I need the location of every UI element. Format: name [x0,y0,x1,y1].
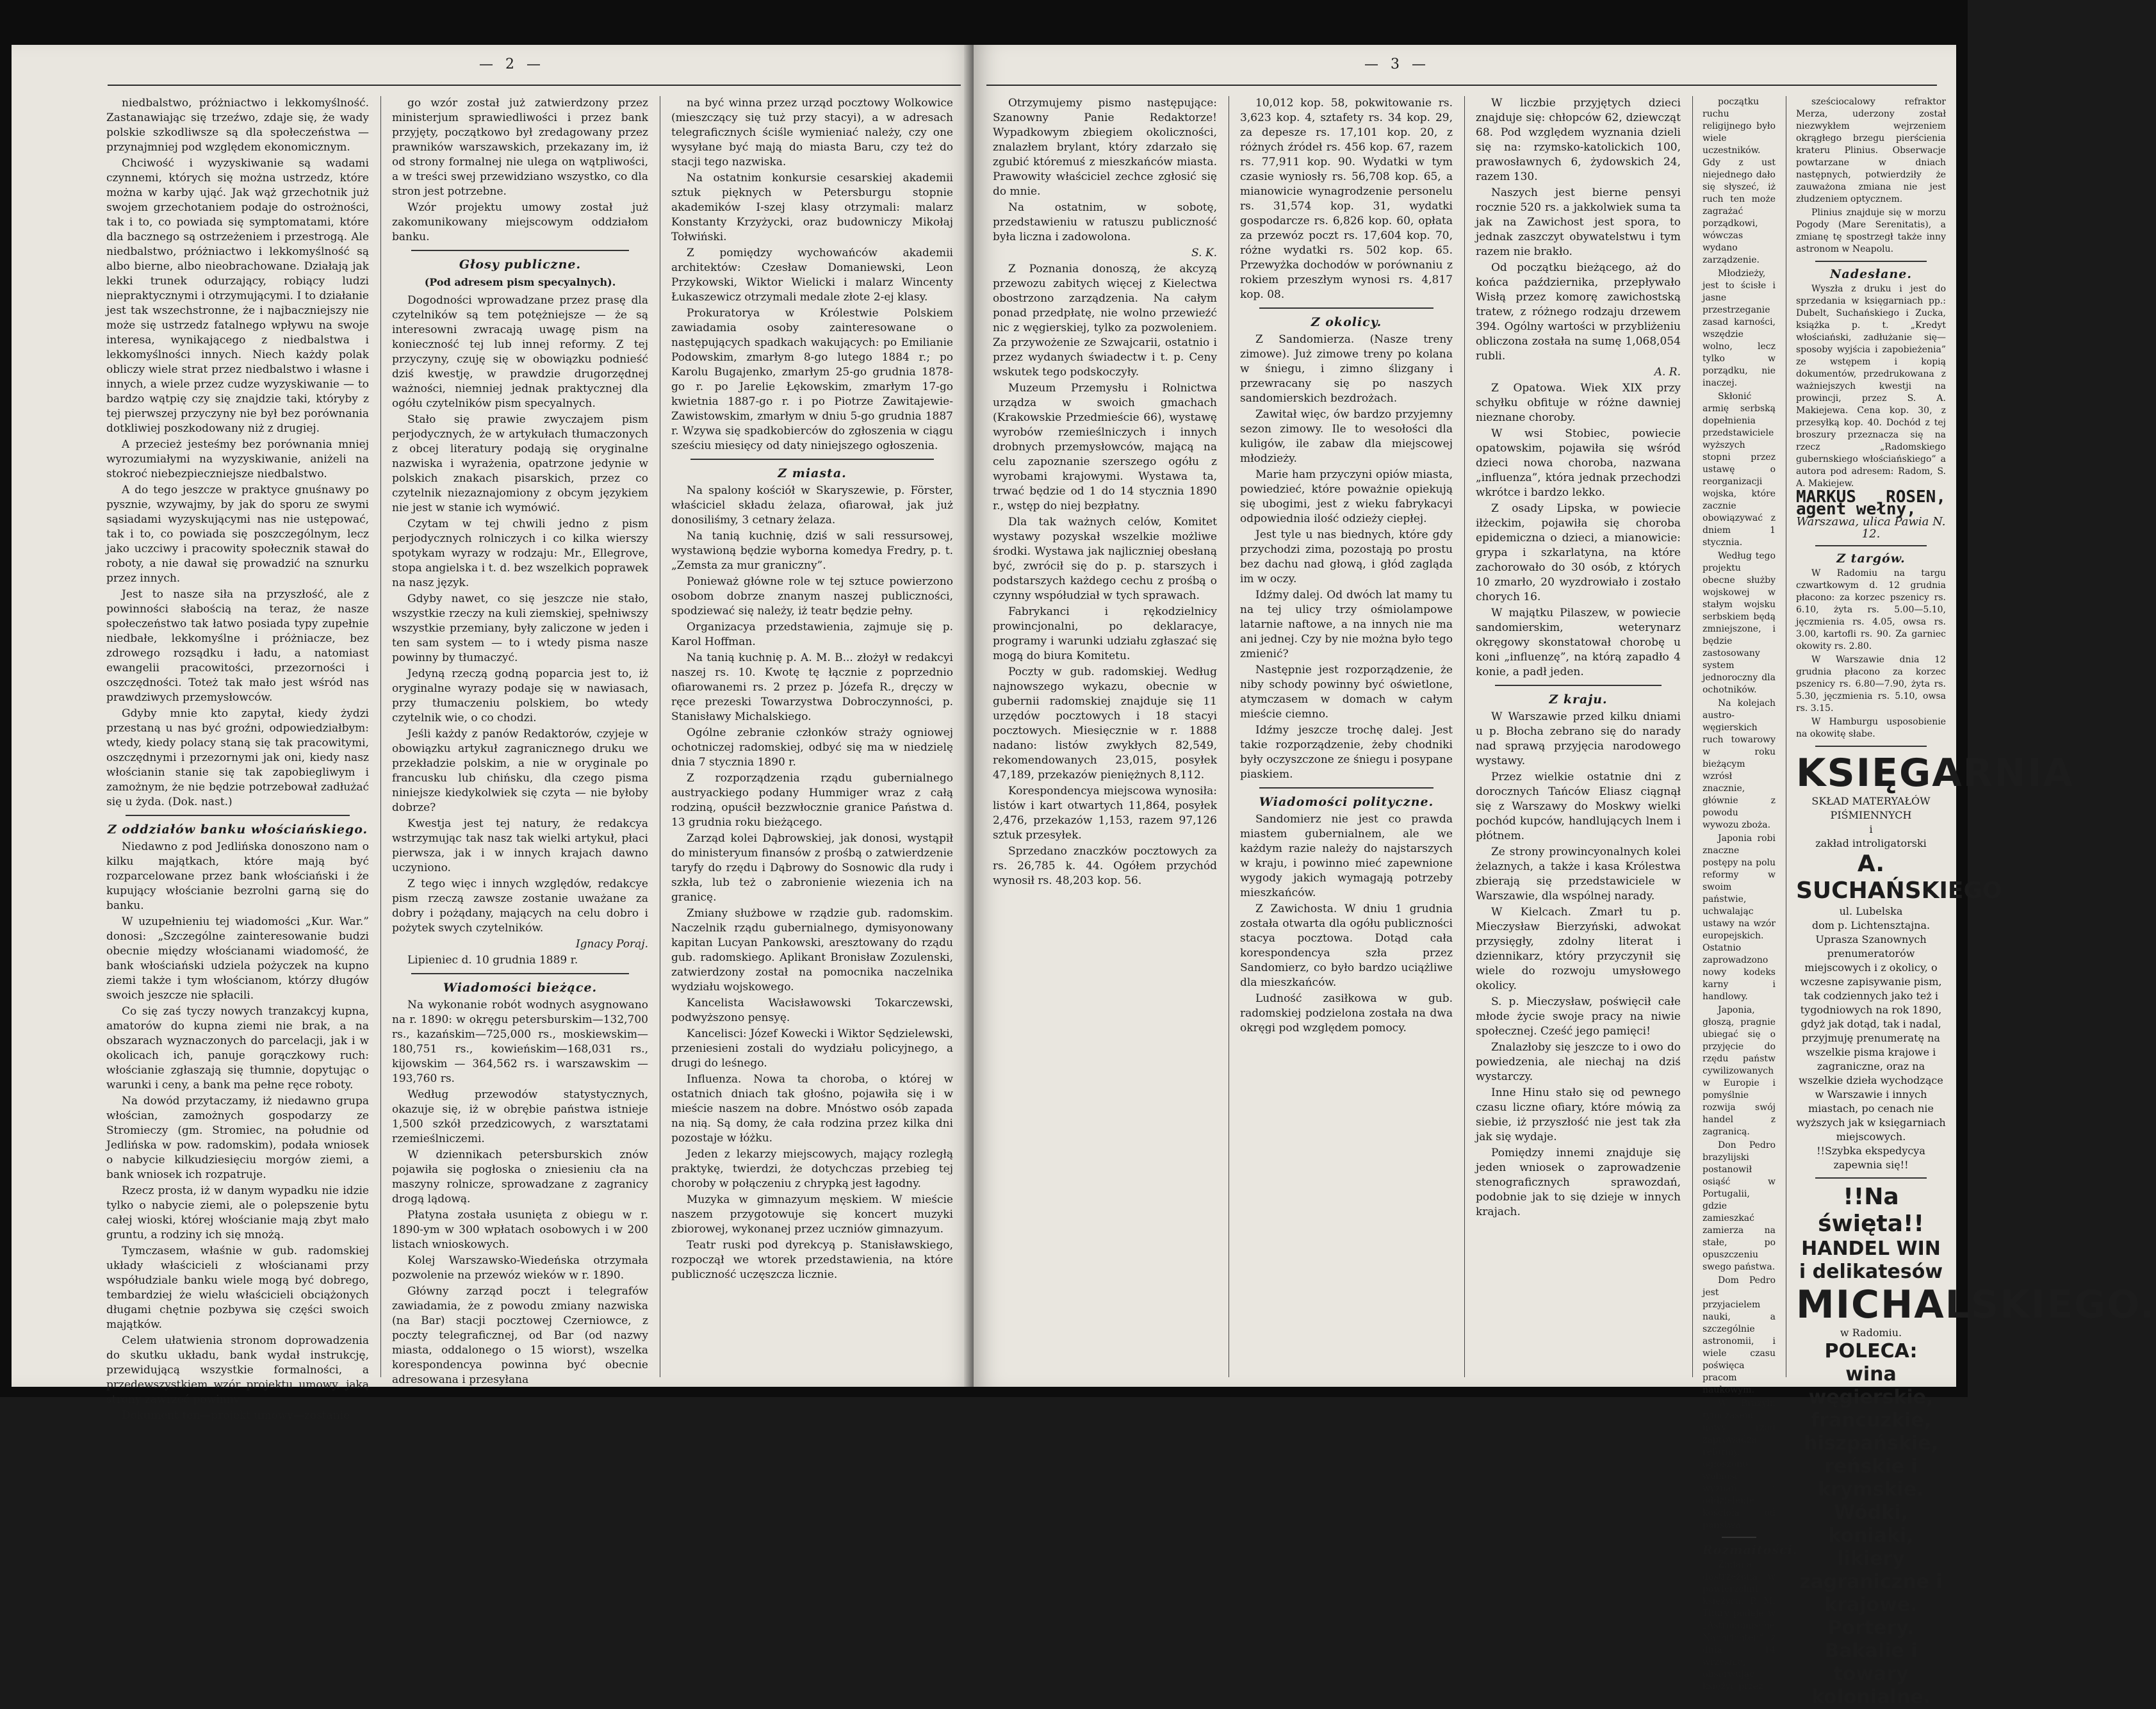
article-paragraph: Ze strony prowincyonalnych kolei żelaznych, a także i kasa Królestwa zbierają się przedstawiciele w Warszawie, dla wspólnej narady. [1476,846,1681,903]
advert-address: Warszawa, ulica Pawia N. 12. [1796,515,1946,541]
article-paragraph: Wyszła z druku i jest do sprzedania w księgarniach pp.: Dubelt, Suchańskiego i Zucka, książka p. t. „Kredyt włościański, zadłużanie się—sposoby wyjścia i zapobieżenia” ze wstępem i kopią dokumentów, przedrukowana z ważniejszych kwestji na prowincji, przez S. A. Makiejewa. Cena kop. 30, z przesyłką kop. 40. Dochód z tej broszury przeznacza się na rzecz „Radomskiego gubernskiego włościańskiego” a autora pod adresem: Radom, S. A. Makiejew. [1796,284,1946,489]
article-paragraph: W dziennikach petersburskich znów pojawiła się pogłoska o zniesieniu cła na maszyny rolnicze, sprowadzane z zagranicy drogą lądową. [392,1149,648,1206]
advert-text: w Radomiu. [1840,1327,1902,1339]
article-paragraph: początku ruchu religijnego było wiele uczestników. Gdy z ust niejednego dało się słyszeć, iż ruch ten może zagrażać porządkowi, wówczas wydano zarządzenie. [1703,97,1776,265]
article-paragraph: Skłonić armię serbską dopełnienia przedstawiciele wyższych stopni przez ustawę o reorganizacji wojska, które zacznie obowiązywać z dniem 1 stycznia. [1703,391,1776,548]
article-paragraph: W liczbie przyjętych dzieci znajduje się: chłopców 62, dziewcząt 68. Pod względem wyznania dzieli się na: rzymsko-katolickich 100, prawosławnych 6, żydowskich 24, razem 130. [1476,97,1681,183]
section-heading: Nadesłane. [1830,267,1912,281]
advert-text: Uprasza Szanownych prenumeratorów miejscowych i z okolicy, o wczesne zapisywanie pism, tak codziennych jako też i tygodniowych na rok 1890, gdyż jak dotąd, tak i nadal, przyjmuję prenumeratę na wszelkie pisma krajowe i zagraniczne, oraz na wszelkie dzieła wychodzące w Warszawie i innych miastach, po cenach nie wyższych jak w księgarniach miejscowych. [1796,933,1946,1143]
section-heading: Wiadomości bieżące. [443,981,598,995]
article-paragraph: niedbalstwo, próżniactwo i lekkomyślność. Zastanawiając się trzeźwo, zdaje się, że wady polskie szkodliwsze są dla społeczeństwa — przynajmniej pod względem ekonomicznym. [106,97,369,154]
article-paragraph: Idźmy jeszcze trochę dalej. Jest takie rozporządzenie, żeby chodniki były oczyszczone ze śniegu i posypane piaskiem. [1240,724,1453,781]
article-paragraph: Kolej Warszawsko-Wiedeńska otrzymała pozwolenie na przewóz wieków w r. 1890. [392,1254,648,1282]
section-rule [1815,1177,1927,1179]
advert-text: zakład introligatorski [1815,837,1927,849]
article-paragraph: S. p. Mieczysław, poświęcił całe młode życie swoje pracy na niwie społecznej. Cześć jego pamięci! [1476,995,1681,1038]
article-paragraph: Gdyby mnie kto zapytał, kiedy żydzi przestaną u nas być groźni, odpowiedziałbym: wtedy, kiedy polacy staną się tak pracowitymi, oszczędnymi i przezornymi jak oni, kiedy nasz włościanin stanie się tak zapobiegliwym i zamożnym, że nie będzie potrzebował zadłużać się u żyda. (Dok. nast.) [106,707,369,808]
article-signature: A. R. [1654,366,1681,379]
article-paragraph: Marie ham przyczyni opiów miasta, powiedzieć, które poważnie opiekują się ubogimi, jest z wieku fabrykacyi odpowiednia ilość odzieży ciepłej. [1240,468,1453,525]
article-paragraph: Kancelista Wacisławowski Tokarczewski, podwyższono pensyę. [671,997,953,1024]
article-paragraph: Przez wielkie ostatnie dni z dorocznych Tańców Eliasz ciągnął się z Warszawy do Moskwy wielki pochód kupców, handlujących lnem i płótnem. [1476,771,1681,842]
section-rule [411,250,629,251]
section-heading: Z miasta. [778,466,847,480]
article-paragraph: Z Zawichosta. W dniu 1 grudnia została otwarta dla ogółu publiczności stacya pocztowa. Dotąd cała korespondencya szła przez Sandomierz, co było bardzo uciążliwe dla mieszkańców. [1240,903,1453,989]
advert-line: HANDEL WIN [1801,1238,1941,1260]
article-paragraph: Influenza. Nowa ta choroba, o której w ostatnich dniach tak głośno, pojawiła się i w mieście naszem na dobre. Mnóstwo osób zapada na nią. Są domy, że cała rodzina przez kilka dni pozostaje w łóżku. [671,1073,953,1145]
column-divider [1464,96,1465,1377]
article-signature: Ignacy Poraj. [575,938,648,951]
article-paragraph: Don Pedro brazylijski postanowił osiąść w Portugalii, gdzie zamieszkać zamierza na stałe, po opuszczeniu swego państwa. [1703,1140,1776,1272]
article-paragraph: Na tanią kuchnię p. A. M. B... złożył w redakcyi naszej rs. 10. Kwotę tę łącznie z poprzednio ofiarowanemi rs. 2 przez p. Józefa R., dręczy w ręce prezeski Towarzystwa Dobroczynności, p. Stanisławy Michalskiego. [671,651,953,723]
section-heading: Z oddziałów banku włościańskiego. [107,822,368,837]
section-rule [411,973,629,974]
page-number: — 3 — [1364,56,1430,72]
article-paragraph: Dom Pedro jest przyjacielem nauki, a szczególnie astronomii, i wiele czasu poświęca pracom naukowym. [1703,1275,1776,1395]
article-paragraph: Z pomiędzy wychowańców akademii architektów: Czesław Domaniewski, Leon Przykowski, Wiktor Wielicki i malarz Wincenty Łukaszewicz otrzymali medale złote 2-ej klasy. [671,247,953,304]
advert-text: SKŁAD MATERYAŁÓW PIŚMIENNYCH [1811,795,1931,821]
article-paragraph: Zmiana dostrzeżona w powierzchni księżyca. P. M. Thury podaje w „Astronomische Nachrichten” z dnia 14 września, obserwując księżyc przez [1703,1560,1776,1692]
advert-text: !!Szybka ekspedycya zapewnia się!! [1817,1145,1925,1171]
article-paragraph: Na wykonanie robót wodnych asygnowano na r. 1890: w okręgu petersburskim—132,700 rs., kazańskim—725,000 rs., moskiewskim—180,751 rs., kowieńskim—168,031 rs., kijowskim — 364,562 rs. i warszawskim — 193,760 rs. [392,999,648,1085]
article-paragraph: Chciwość i wyzyskiwanie są wadami czynnemi, których się można ustrzedz, które można w karby ująć. Jak wąż grzechotnik już swojem grzechotaniem podaje do ostrożności, tak i to, co powiada się symptomatami, które dla bacznego są ostrzeżeniem i przestrogą. Ale niedbalstwo, próżniactwo i lekkomyślność są albo bierne, albo nieobrachowane. Działają jak lekki trunek odurzający, robiący ludzi niepraktycznymi i otrzymującymi. I to działanie jest tak wszechstronne, że i najbaczniejszy nie może się ustrzedz fatalnego wpływu na swoje interesa, wynikającego z niedbalstwa i lekkomyślności innych. Niech każdy polak obliczy wiele strat przez niedbalstwo i własne i innych, a wiele przez cudze wyzyskiwanie — to bardzo wątpię czy się znajdzie taki, któryby z tej pierwszej przyczyny nie był bez porównania dotkliwiej poszkodowany niż z drugiej. [106,157,369,435]
section-rule [1815,261,1927,262]
section-rule [1815,545,1927,546]
right-column-4 [1697,96,1798,1692]
advert-line: wina węgierskie, francuzkie, hiszpańskie, reńskie i krymskie. Wódki, koniaki, likiery zagraniczne i krajowe. Portery. Bakalie i towary kolonialne. [1799,1363,1943,1708]
article-paragraph: Otrzymujemy pismo następujące: Szanowny Panie Redaktorze! Wypadkowym zbiegiem okoliczności, znalazłem brylant, który zdarzało się zgubić któremuś z mieszkańców miasta. Prawowity właściciel zechce zgłosić się do mnie. [993,97,1217,198]
left-column-1 [106,96,375,1422]
article-paragraph: Jeśli każdy z panów Redaktorów, czyjeje w obowiązku artykuł zagranicznego druku we przekładzie polskim, a nie w oryginale po francusku lub chińsku, dla czego pisma niniejsze kiedykolwiek się czyta — nie byłoby dobrze? [392,728,648,814]
article-paragraph: Ludność zasiłkowa w gub. radomskiej podzielona została na dwa okręgi pod względem pomocy. [1240,992,1453,1034]
article-paragraph: Z tego więc i innych względów, redakcye pism rzeczą zawsze zostanie uważane za dobry i pożądany, mających na celu dobro i pożytek swych czytelników. [392,878,648,935]
article-paragraph: Kwestja jest tej natury, że redakcya wstrzymując tak nasz tak wielki artykuł, płaci pierwsza, jak i w innych krajach dawno uczyniono. [392,817,648,874]
article-paragraph: Z rozporządzenia rządu gubernialnego austryackiego podany Hummiger wraz z całą rodziną, opuścił bezzwłocznie granice Państwa d. 13 grudnia roku bieżącego. [671,772,953,829]
article-paragraph: W Kielcach. Zmarł tu p. Mieczysław Bierzyński, adwokat przysięgły, zdolny literat i dziennikarz, który przyczynił się wiele do rozwoju umysłowego okolicy. [1476,906,1681,992]
article-paragraph: na być winna przez urząd pocztowy Wolkowice (mieszczący się tuż przy stacyi), a w adresach telegraficznych ściśle wymieniać należy, czy one wysyłane być mają do miasta Baru, czy też do stacji tego nazwiska. [671,97,953,168]
section-rule [126,815,350,816]
advert-text: dom p. Lichtensztajna. [1811,919,1931,931]
article-paragraph: Prokuratorya w Królestwie Polskiem zawiadamia osoby zainteresowane o następujących spadkach wakujących: po Emilianie Podowskim, zmarłym 8-go lutego 1884 r.; po Karolu Bugajenko, zmarłym 25-go grudnia 1878-go r. po Jarelie Łękowskim, zmarłym 17-go kwietnia 1887-go r. i po Piotrze Zawitajewie-Zawistowskim, zmarłym w dniu 5-go grudnia 1887 r. Wzywa się spadkobierców do zgłoszenia w ciągu sześciu miesięcy od daty niniejszego ogłoszenia. [671,307,953,452]
article-paragraph: Muzyka w gimnazyum męskiem. W mieście naszem przygotowuje się koncert muzyki zbiorowej, wykonanej przez uczniów gimnazyum. [671,1193,953,1236]
section-rule [1259,787,1433,789]
article-paragraph: Młodzieży, jest to ścisłe i jasne przestrzeganie zasad karności, wszędzie wolno, lecz tylko w porządku, nie inaczej. [1703,268,1776,388]
left-column-2 [386,96,655,1386]
section-heading: Z kraju. [1549,692,1608,707]
article-paragraph: Na spalony kościół w Skaryszewie, p. Förster, właściciel składu żelaza, ofiarował, jak już donosiliśmy, 3 cetnary żelaza. [671,484,953,527]
article-paragraph: Stało się prawie zwyczajem pism perjodycznych, że w artykułach tłumaczonych z obcej literatury podają się oryginalne nazwiska i wyrażenia, opatrzone jedynie w polskich znakach pisarskich, przez co czytelnik niezaznajomiony z obcym językiem nie jest w stanie ich wymówić. [392,413,648,514]
article-paragraph: Jest tyle u nas biednych, które gdy przychodzi zima, pozostają po prostu bez dachu nad głową, i głód zagląda im w oczy. [1240,528,1453,585]
article-paragraph: Fabrykanci i rękodzielnicy prowincjonalni, po deklaracye, programy i warunki udziału zgłaszać się mogą do biura Komitetu. [993,605,1217,662]
section-rule [1815,746,1927,747]
article-paragraph: A do tego jeszcze w praktyce gnuśnawy po pysznie, wzywajmy, by jak do sporu ze swymi sąsiadami wyzyskującymi nas nie ustępować, tak i to, co powiada się poszczególnym, lecz jako uczciwy i pracowity społecznik stawał do roboty, a nie dawał się prowadzić na sznurku przez innych. [106,484,369,585]
article-paragraph: Sprzedano znaczków pocztowych za rs. 26,785 k. 44. Ogółem przychód wynosił rs. 48,203 kop. 56. [993,845,1217,887]
article-signature: S. K. [1191,247,1217,259]
article-paragraph: Na dowód przytaczamy, iż niedawno grupa włościan, zamożnych gospodarzy ze Stromieczy (gm. Stromiec, na południe od Jedlińska w pow. radomskim), podała wniosek o nabycie kilkudziesięciu morgów ziemi, a bank wniosek ich rozpatruje. [106,1095,369,1181]
article-paragraph: Zawitał więc, ów bardzo przyjemny sezon zimowy. Ile to wesołości dla kuligów, ile zabaw dla miejscowej młodzieży. [1240,408,1453,465]
article-paragraph: Plinius znajduje się w morzu Pogody (Mare Serenitatis), a zmianę tę spostrzegł także inny astronom w Neapolu. [1796,208,1946,254]
article-paragraph: go wzór został już zatwierdzony przez ministerjum sprawiedliwości i przez bank przyjęty, początkowo był zredagowany przez prawników warszawskich, przekazany im, iż od strony formalnej nie ulega on wątpliwości, a w treści swej przewidziano wszystko, co dla stron jest potrzebne. [392,97,648,198]
header-rule [986,85,1937,86]
article-paragraph: Z Poznania donoszą, że akcyzą przewozu zabitych więcej z Kielectwa obostrzono zarządzenia. Na całym ponad przedpłatę, nie wolno przewieźć nic z węgierskiej, tylko za pozwoleniem. Za przywożenie ze Szwajcarii, ostatnio i przez wydanych świadectw i t. p. Ceny wskutek tego podskoczyły. [993,263,1217,379]
advert-headline: MICHALSKIEGO. [1796,1282,2156,1327]
article-paragraph: Dokument ten—projekt umowy—zostanie [122,1409,350,1422]
header-rule [108,85,961,86]
article-paragraph: Inne Hinu stało się od pewnego czasu liczne ofiary, które mówią za siebie, iż przyszłość nie jest tak zła jak się wydaje. [1476,1086,1681,1143]
article-paragraph: Według tego projektu obecne służby wojskowej w stałym wojsku serbskiem będą zmniejszone, i będzie zastosowany system jednoroczny dla ochotników. [1703,551,1776,695]
article-paragraph: Zmiany służbowe w rządzie gub. radomskim. Naczelnik rządu gubernialnego, dymisyonowany kapitan Lucyan Pankowski, aresztowany do rządu gub. radomskiego. Aplikant Bronisław Zozulenski, zatwierdzony został na pomocnika naczelnika wydziału wojskowego. [671,907,953,994]
article-paragraph: Płatyna została usunięta z obiegu w r. 1890-ym w 300 wpłatach osobowych i w 200 listach wnioskowych. [392,1209,648,1251]
section-subheading: (Pod adresem pism specyalnych). [424,276,616,288]
article-paragraph: Sandomierz nie jest co prawda miastem gubernialnem, ale we każdym razie należy do najstarszych w kraju, i powinno mieć zapewnione wygody jakich wymagają potrzeby mieszkańców. [1240,813,1453,899]
article-paragraph: Kancelisci: Józef Kowecki i Wiktor Sędzielewski, przeniesieni zostali do wydziału policyjnego, a drugi do leśnego. [671,1027,953,1070]
section-rule [1495,685,1662,686]
article-paragraph: Muzeum Przemysłu i Rolnictwa urządza w swoich gmachach (Krakowskie Przedmieście 66), wystawę wyrobów rzemieślniczych i innych drobnych przemysłowców, mającą na celu zapoznanie szerszego ogółu z wyrobami krajowymi. Wystawa ta, trwać będzie od 1 do 14 stycznia 1890 r., wstęp do niej bezpłatny. [993,382,1217,512]
article-paragraph: Na ostatnim, w sobotę, przedstawieniu w ratuszu publiczność była liczna i zadowolona. [993,201,1217,243]
article-paragraph: A przecież jesteśmy bez porównania mniej wyrozumiałymi na wyzyskiwanie, aniżeli na stokroć niebezpieczniejsze niedbalstwo. [106,438,369,480]
article-paragraph: Tymczasem, właśnie w gub. radomskiej układy właścicieli z włościanami przy współudziale banku wiele mogą być dobrego, tembardziej że wielu właścicieli obciążonych długami chętnie pozbywa się części swoich majątków. [106,1245,369,1331]
article-paragraph: Organizacya przedstawienia, zajmuje się p. Karol Hoffman. [671,621,953,648]
section-heading: Głosy publiczne. [459,258,582,272]
article-paragraph: Teatr ruski pod dyrekcyą p. Stanisławskiego, rozpoczął we wtorek przedstawienia, na które publiczność uczęszcza licznie. [671,1239,953,1281]
advert-line: i delikatesów [1799,1261,1943,1283]
article-paragraph: sześciocalowy refraktor Merza, uderzony został niezwykłem wejrzeniem okrągłego brzegu pierścienia krateru Plinius. Obserwacje powtarzane w dniach następnych, potwierdziły że zauważona zmiana nie jest złudzeniem optycznem. [1796,97,1946,204]
article-paragraph: Naszych jest bierne pensyi rocznie 520 rs. a jakkolwiek suma ta jak na Zawichost jest spora, to jednak zaszczyt obywatelstwu i tym razem nie brakło. [1476,186,1681,258]
left-page [12,45,974,1422]
section-heading: Rozmaitości. [1703,1543,1798,1557]
article-paragraph: Niedawno z pod Jedlińska donoszono nam o kilku majątkach, które mają być rozparcelowane przez bank włościański i że kupujący włościanie bezrolni garną się do banku. [106,840,369,912]
article-paragraph: W Brazylii tymczasem nowy rząd zaprowadza reformy, ogłoszono wolność wyznań i oddzielenie kościoła od państwa. [1703,1398,1776,1530]
right-column-1 [993,96,1223,1377]
advert-headline: KSIĘGARNIA [1796,751,2074,796]
advert-name: MARKUS ROSEN, agent wełny, [1796,487,1946,519]
article-paragraph: 10,012 kop. 58, pokwitowanie rs. 3,623 kop. 4, sztafety rs. 34 kop. 29, za depesze rs. 17,101 kop. 20, z różnych źródeł rs. 456 kop. 67, razem rs. 77,911 kop. 90. Wydatki w tym czasie wyniosły rs. 56,708 kop. 65, a mianowicie wynagrodzenie personelu rs. 31,574 kop. 31, wydatki gospodarcze rs. 6,826 kop. 60, opłata za przewóz poczt rs. 17,604 kop. 70, różne wydatki rs. 502 kop. 65. Przewyżka dochodów w porównaniu z rokiem przeszłym wynosi rs. 4,817 kop. 08. [1240,97,1453,301]
article-paragraph: Z Opatowa. Wiek XIX przy schyłku obfituje w różne dawniej nieznane choroby. [1476,382,1681,424]
column-divider [380,96,381,1377]
right-column-3 [1469,96,1687,1377]
article-paragraph: Rzecz prosta, iż w danym wypadku nie idzie tylko o nabycie ziemi, ale o polepszenie bytu całej wioski, której włościanie mają zbyt mało gruntu, a rodziny ich się mnożą. [106,1184,369,1241]
article-paragraph: Znalazłoby się jeszcze to i owo do powiedzenia, ale niechaj na dziś wystarczy. [1476,1041,1681,1083]
article-paragraph: Japonia robi znaczne postępy na polu reformy w swoim państwie, uchwalając ustawy na wzór europejskich. Ostatnio zaprowadzono nowy kodeks karny i handlowy. [1703,833,1776,1002]
article-paragraph: W Radomiu na targu czwartkowym d. 12 grudnia płacono: za korzec pszenicy rs. 6.10, żyta rs. 5.00—5.10, jęczmienia rs. 4.05, owsa rs. 3.00, kartofli rs. 90. Za garniec okowity rs. 2.80. [1796,568,1946,651]
article-paragraph: Lipieniec d. 10 grudnia 1889 r. [407,954,578,967]
article-paragraph: Dla tak ważnych celów, Komitet wystawy pozyskał wszelkie możliwe środki. Wystawa jak najliczniej obesłaną być, zwrócił się do p. p. starszych i podstarszych każdego cechu z prośbą o czynny współudział w tych sprawach. [993,516,1217,602]
article-paragraph: Na ostatnim konkursie cesarskiej akademii sztuk pięknych w Petersburgu stopnie akademików I-szej klasy otrzymali: malarz Konstanty Krzyżycki, oraz budowniczy Mikołaj Tołwiński. [671,172,953,243]
article-paragraph: Na tanią kuchnię, dziś w sali ressursowej, wystawioną będzie wyborna komedya Fredry, p. t. „Zemsta za mur graniczny”. [671,530,953,572]
article-paragraph: W Warszawie przed kilku dniami u p. Błocha zebrano się do narady nad sprawą przyjęcia narodowego wystawy. [1476,710,1681,767]
article-paragraph: Wzór projektu umowy został już zakomunikowany miejscowym oddziałom banku. [392,201,648,243]
advert-text: i [1869,823,1873,835]
advert-line: POLECA: [1824,1340,1918,1362]
article-paragraph: W Hamburgu usposobienie na okowitę słabe. [1796,717,1946,739]
article-paragraph: Dogodności wprowadzane przez prasę dla czytelników są tem potężniejsze — że są interesowni zwracają uwagę pism na konieczność tej lub innej reformy. Z tej przyczyny, czuję się w obowiązku podnieść dziś kwestję, w prawdzie drugorzędnej ważności, niemniej jednak praktycznej dla ogółu czytelników pism specyalnych. [392,294,648,410]
article-paragraph: Celem ułatwienia stronom doprowadzenia do skutku układu, bank wydał instrukcję, przewidującą wszystkie formalności, a przedewszystkiem wzór projektu umowy, jaką strony zawrzeć powinny. [106,1334,369,1406]
article-paragraph: Następnie jest rozporządzenie, że niby schody powinny być oświetlone, atymczasem w domach w całym mieście ciemno. [1240,664,1453,721]
article-paragraph: Z Sandomierza. (Nasze treny zimowe). Już zimowe treny po kolana w śniegu, i zimno ślizgany i przewracany się po naszych sandomierskich bezdrożach. [1240,333,1453,405]
article-paragraph: Na kolejach austro-węgierskich ruch towarowy w roku bieżącym wzrósł znacznie, głównie z powodu wywozu zboża. [1703,698,1776,830]
article-paragraph: Jedyną rzeczą godną poparcia jest to, iż oryginalne wyrazy podaje się w nawiasach, przy tłumaczeniu polskiem, bo wtedy czytelnik wie, o co chodzi. [392,667,648,724]
right-column-5 [1791,96,2156,1708]
left-column-3 [665,96,960,1377]
article-paragraph: W Warszawie dnia 12 grudnia płacono za korzec pszenicy rs. 6.80—7.90, żyta rs. 5.30, jęczmienia rs. 5.10, owsa rs. 3.15. [1796,655,1946,714]
article-paragraph: Gdyby nawet, co się jeszcze nie stało, wszystkie rzeczy na kuli ziemskiej, spełniwszy wszystkie przemiany, były zaliczone w jeden i ten sam system — to i wtedy pisma nasze powinny by tłumaczyć. [392,593,648,664]
column-divider [1692,96,1693,1377]
article-paragraph: Jeden z lekarzy miejscowych, mający rozległą praktykę, twierdzi, że dotychczas przebieg tej choroby w połączeniu z chrypką jest łagodny. [671,1148,953,1190]
page-number: — 2 — [479,56,544,72]
article-paragraph: Jest to nasze siła na przyszłość, ale z powinności słabością na teraz, że nasze społeczeństwo tak łatwo posiada typy zupełnie niedbałe, lekkomyślne i próżniacze, bez zdrowego rozsądku i ładu, a natomiast ewangelii pracowitości, przezorności i oszczędności. Toteż tak mało jest wśród nas prawdziwych przemysłowców. [106,588,369,704]
section-rule [690,459,934,460]
article-paragraph: Od początku bieżącego, aż do końca października, przepływało Wisłą przez komorę zawichostską tratew, z różnego rodzaju drzewem 394. Ogólny wartości w przybliżeniu obliczona została na sumę 1,068,054 rubli. [1476,261,1681,363]
article-paragraph: Według przewodów statystycznych, okazuje się, iż w obrębie państwa istnieje 1,500 szkół przedzicowych, z warsztatami rzemieślniczemi. [392,1088,648,1145]
article-paragraph: Poczty w gub. radomskiej. Według najnowszego wykazu, obecnie w gubernii radomskiej znajduje się 11 urzędów pocztowych i 18 stacyi pocztowych. Miesięcznie w r. 1888 nadano: listów zwykłych 82,549, rekomendowanych 23,015, posyłek 47,189, przekazów pieniężnych 8,112. [993,666,1217,781]
article-paragraph: Główny zarząd poczt i telegrafów zawiadamia, że z powodu zmiany nazwiska (na Bar) stacji pocztowej Czerniowce, z poczty telegraficznej, od Bar (od nazwy miasta, oddalonego o 15 wiorst), wszelka korespondencya powinna być obecnie adresowana i przesyłana [392,1285,648,1386]
article-paragraph: Korespondencya miejscowa wynosiła: listów i kart otwartych 11,864, posyłek 2,476, przekazów 1,153, razem 97,126 sztuk przesyłek. [993,785,1217,842]
article-paragraph: Czytam w tej chwili jedno z pism perjodycznych rolniczych i co kilka wierszy spotykam wyrazy w rodzaju: Mr., Ellegrove, stopa angielska i t. d. bez wszelkich poprawek na nasz język. [392,518,648,589]
article-paragraph: Pomiędzy innemi znajduje się jeden wniosek o zaprowadzenie stenograficznych sprawozdań, podobnie jak to się dzieje w innych krajach. [1476,1147,1681,1218]
article-paragraph: Japonia, głoszą, pragnie ubiegać się o przyjęcie do rzędu państw cywilizowanych w Europie i pomyślnie rozwija swój handel z zagranicą. [1703,1005,1776,1137]
section-heading: Z okolicy. [1311,315,1382,329]
section-heading: Z targów. [1836,552,1906,566]
article-paragraph: Idźmy dalej. Od dwóch lat mamy tu na tej ulicy trzy ośmiolampowe latarnie naftowe, a na innych nie ma ani jednej. Czy by nie można było tego zmienić? [1240,589,1453,660]
advert-subheadline: !!Na święta!! [1818,1184,1924,1237]
section-heading: Wiadomości polityczne. [1259,795,1434,809]
advert-subheadline: A. SUCHAŃSKIEGO [1796,851,2002,904]
right-page [974,45,2156,1708]
article-paragraph: W uzupełnieniu tej wiadomości „Kur. War.” donosi: „Szczególne zainteresowanie budzi obecnie między włościanami wiadomość, że bank włościański udziela pożyczek na kupno ziemi także i tym włościanom, którzy długów swoich jeszcze nie spłacili. [106,915,369,1002]
article-paragraph: W majątku Pilaszew, w powiecie sandomierskim, weterynarz okręgowy skonstatował chorobę u koni „influenzę”, na którą zapadło 4 konie, a padł jeden. [1476,607,1681,678]
article-paragraph: Ogólne zebranie członków straży ogniowej ochotniczej radomskiej, odbyć się ma w niedzielę dnia 7 stycznia 1890 r. [671,726,953,769]
article-paragraph: Co się zaś tyczy nowych tranzakcyj kupna, amatorów do kupna ziemi nie brak, a na obszarach wyznaczonych do parcelacji, jak i w okolicach ich, panuje gorączkowy ruch: włościanie zgłaszają się tłumnie, dopytując o warunki i ceny, a bank ma pełne ręce roboty. [106,1005,369,1092]
section-rule [1722,1537,1756,1538]
section-rule [1259,307,1433,309]
article-paragraph: Zarząd kolei Dąbrowskiej, jak donosi, wystąpił do ministeryum finansów z prośbą o zatwierdzenie taryfy do rzędu i Dąbrowy do Sosnowic dla rudy i szkła, lub też o zabronienie wiezenia ich na granicę. [671,832,953,904]
article-paragraph: W wsi Stobiec, powiecie opatowskim, pojawiła się wśród dzieci nowa choroba, nazwana „influenza”, która jednak przechodzi wkrótce i bardzo lekko. [1476,427,1681,499]
right-column-2 [1234,96,1459,1377]
article-paragraph: Ponieważ główne role w tej sztuce powierzono osobom dobrze znanym naszej publiczności, spodziewać się należy, iż teatr będzie pełny. [671,575,953,617]
advert-text: ul. Lubelska [1839,905,1903,917]
article-paragraph: Z osady Lipska, w powiecie iłżeckim, pojawiła się choroba epidemiczna o dzieci, a mianowicie: grypa i szkarlatyna, na które zachorowało do 30 osób, z których 10 zmarło, 20 wyzdrowiało i zostało chorych 16. [1476,502,1681,603]
